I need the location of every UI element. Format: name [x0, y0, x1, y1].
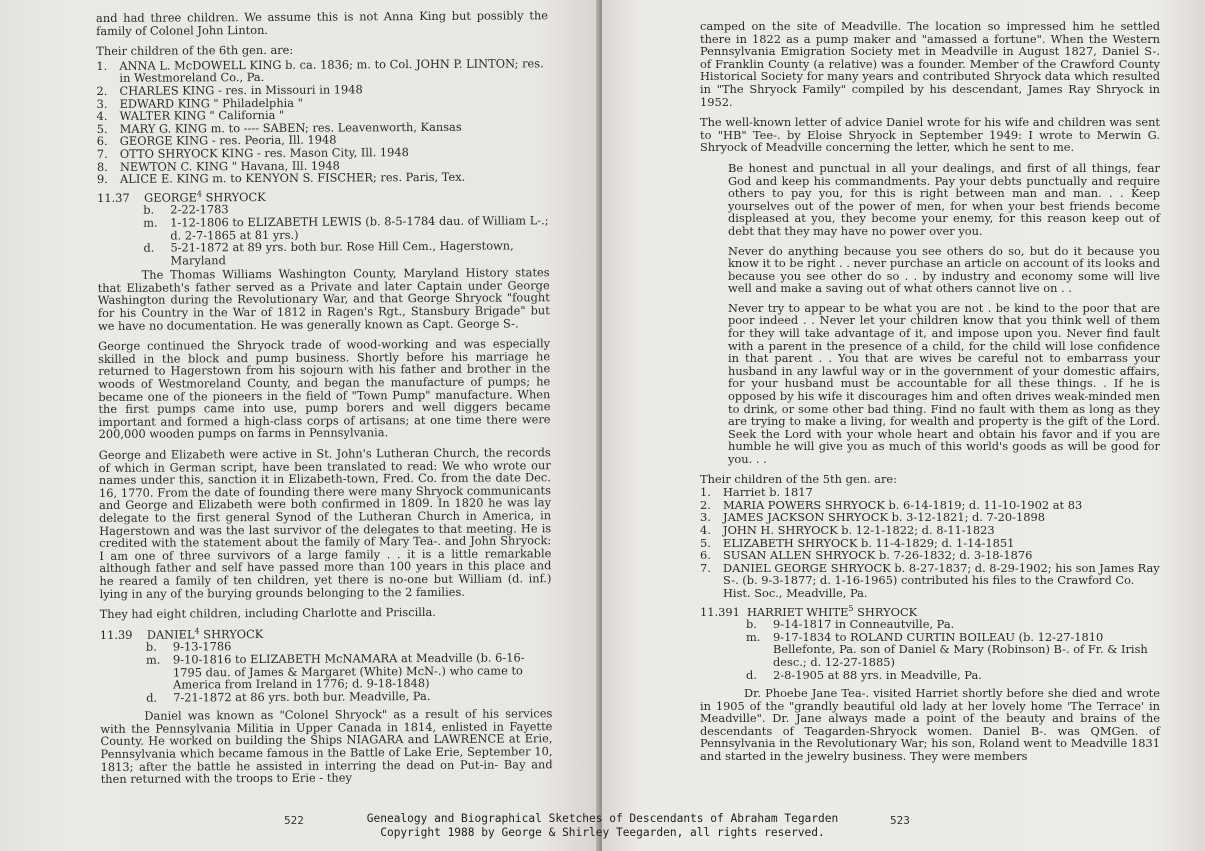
generation: 4	[194, 626, 200, 636]
event-detail: 5-21-1872 at 89 yrs. both bur. Rose Hill Cem., Hagerstown, Maryland	[170, 238, 514, 268]
entry-event	[146, 689, 552, 704]
event-type: b.	[143, 202, 155, 218]
given-name: HARRIET WHITE	[747, 604, 849, 619]
list-item	[700, 524, 1160, 537]
book-footer	[0, 812, 1205, 839]
list-item-number: 1.	[700, 485, 711, 500]
children-heading-6th-gen: Their children of the 6th gen. are:	[96, 42, 294, 59]
surname: SHRYOCK	[857, 604, 918, 619]
right-page-text	[700, 20, 1160, 771]
children-heading-5th-gen: Their children of the 5th gen. are:	[700, 471, 897, 486]
list-item-number: 9.	[96, 172, 108, 187]
paragraph: George and Elizabeth were active in St. John's Lutheran Church, the records of which in German script, have been translated to read: We who wrote our names under this, sanction it in Elizabeth-town, Fred. Co. from the date Dec. 16, 1770. From the date of founding there were many Shryock communicants and George and Elizabeth were both confirmed in 1809. In 1820 he was lay delegate to the first general Synod of the Lutheran Church in America, in Hagerstown and was the last survivor of the delegates to that meeting. He is credited with the statement about the family of Mary Tea-. and John Shryock: I am one of three survivors of a large family . . it is a little remarkable although father and self have passed more than 100 years in this place and he reared a family of ten children, yet there is no-one but William (d. inf.) lying in any of the burying grounds belonging to the 2 families.	[98, 445, 552, 601]
list-item-text: OTTO SHRYOCK KING - res. Mason City, Ill. 1948	[119, 145, 409, 161]
event-type: b.	[145, 639, 157, 655]
footer-title: Genealogy and Biographical Sketches of Descendants of Abraham Tegarden	[366, 812, 839, 825]
event-detail: 1-12-1806 to ELIZABETH LEWIS (b. 8-5-1784 dau. of William L-.; d. 2-7-1865 at 81 yrs.)	[170, 213, 549, 243]
list-item-text: CHARLES KING - res. in Missouri in 1948	[119, 82, 363, 98]
list-item-number: 5.	[700, 535, 711, 550]
list-item	[700, 562, 1160, 600]
letter-quote: Never do anything because you see others do so, but do it because you know it to be right . . never purchase an article on account of its looks and because you see other do so . . by industry and economy some will live well and make a saving out of what others cannot live on . .	[728, 243, 1160, 296]
paragraph: The Thomas Williams Washington County, Maryland History states that Elizabeth's father served as a Private and later Captain under George Washington during the Revolutionary War, and that George Shryock "fought for his Country in the War of 1812 in Ragen's Rgt., Stansbury Brigade" but we have no documentation. He was generally known as Capt. George S-.	[97, 265, 550, 333]
letter-quote: Never try to appear to be what you are not . be kind to the poor that are poor indeed . . Never let your children know that you think well of them for they will take advantage of it, and impose upon you. Never find fault with a parent in the presence of a child, for the child will lose confidence in that parent . . You that are wives be careful not to embarrass your husband in any lawful way or in the government of your domestic affairs, for your husband must be accountable for all these things. . If he is opposed by his wife it discourages him and often drives weak-minded men to drink, or some other bad thing. Find no fault with them as long as they are trying to make a living, for wealth and property is the gift of the Lord. Seek the Lord with your whole heart and obtain his favor and if you are humble he will give you as much of this world's goods as will be good for you. . .	[728, 300, 1160, 466]
entry-george-shryock	[97, 189, 549, 267]
list-item-text: GEORGE KING - res. Peoria, Ill. 1948	[119, 132, 337, 149]
paragraph: Daniel was known as "Colonel Shryock" as a result of his services with the Pennsylvania Militia in Upper Canada in 1814, enlisted in Fayette County. He worked on building the Ships NIAGARA and LAWRENCE at Erie, Pennsylvania which became famous in the Battle of Lake Erie, September 10, 1813; after the battle he assisted in interring the dead on Put-in- Bay and then returned with the troops to Erie - they	[100, 706, 553, 787]
list-item-number: 6.	[700, 548, 711, 563]
entry-harriet-white-shryock	[700, 603, 1160, 682]
list-item-number: 8.	[96, 159, 108, 174]
list-item-text: MARIA POWERS SHRYOCK b. 6-14-1819; d. 11-10-1902 at 83	[723, 497, 1083, 512]
list-item-text: ANNA L. McDOWELL KING b. ca. 1836; m. to Col. JOHN P. LINTON; res. in Westmoreland Co., Pa.	[119, 56, 544, 86]
list-item	[700, 486, 1160, 499]
paragraph: Dr. Phoebe Jane Tea-. visited Harriet shortly before she died and wrote in 1905 of the "grandly beautiful old lady at her lovely home 'The Terrace' in Meadville". Dr. Jane always made a point of the beauty and brains of the descendants of Teagarden-Shryock women. Daniel B-. was QMGen. of Pennsylvania in the Revolutionary War; his son, Roland went to Meadville 1831 and started in the jewelry business. They were members	[700, 686, 1160, 764]
list-item	[97, 170, 549, 185]
entry-number: 11.39	[99, 627, 133, 642]
generation: 5	[848, 603, 854, 613]
given-name: DANIEL	[146, 627, 195, 642]
event-type: d.	[146, 690, 158, 705]
list-item-text: MARY G. KING m. to ---- SABEN; res. Leavenworth, Kansas	[119, 119, 462, 136]
list-item-text: JOHN H. SHRYOCK b. 12-1-1822; d. 8-11-1823	[723, 522, 995, 537]
footer-copyright: Copyright 1988 by George & Shirley Teegarden, all rights reserved.	[380, 825, 825, 839]
list-item-text: ELIZABETH SHRYOCK b. 11-4-1829; d. 1-14-1851	[723, 535, 1015, 550]
list-item-text: WALTER KING " California "	[119, 108, 285, 124]
entry-event	[146, 651, 552, 691]
entry-event	[143, 239, 549, 267]
event-detail: 9-13-1786	[172, 639, 232, 654]
event-detail: 2-22-1783	[170, 202, 229, 217]
event-type: b.	[746, 617, 757, 632]
entry-daniel-shryock	[100, 626, 552, 704]
paragraph: The well-known letter of advice Daniel wrote for his wife and children was sent to "HB" Tee-. by Eloise Shryock in September 1949: I wrote to Merwin G. Shryock of Meadville concerning the letter, which he sent to me.	[700, 115, 1160, 155]
event-detail: 9-17-1834 to ROLAND CURTIN BOILEAU (b. 12-27-1810 Bellefonte, Pa. son of Daniel & Mary (Robinson) B-. of Fr. & Irish desc.; d. 12-27-1885)	[773, 629, 1148, 669]
letter-quote: Be honest and punctual in all your dealings, and first of all things, fear God and keep his commandments. Pay your debts punctually and require others to pay you, for this is right between man and man. . . Keep yourselves out of the power of men, for when your best friends become displeased at you, they become your enemy, for this reason keep out of debt that they may have no power over you.	[728, 160, 1160, 238]
surname: SHRYOCK	[205, 189, 266, 205]
list-item-number: 7.	[96, 146, 108, 161]
entry-event	[746, 631, 1160, 669]
list-item-number: 1.	[96, 58, 108, 73]
event-type: d.	[143, 240, 155, 255]
event-type: m.	[143, 215, 158, 230]
list-item-number: 3.	[700, 510, 711, 525]
paragraph: They had eight children, including Charlotte and Priscilla.	[99, 605, 436, 622]
entry-events	[100, 639, 552, 705]
list-item-number: 2.	[700, 497, 711, 512]
list-item-number: 5.	[96, 121, 108, 136]
list-item-text: NEWTON C. KING " Havana, Ill. 1948	[119, 158, 340, 174]
left-page	[0, 0, 600, 851]
event-type: d.	[746, 667, 757, 682]
entry-number: 11.391	[700, 604, 740, 619]
list-item-number: 6.	[96, 134, 108, 149]
list-item-number: 2.	[96, 83, 108, 98]
list-item-number: 7.	[700, 560, 711, 575]
list-item-text: SUSAN ALLEN SHRYOCK b. 7-26-1832; d. 3-18-1876	[723, 548, 1033, 563]
entry-event	[746, 669, 1160, 682]
right-page	[602, 0, 1205, 851]
entry-number: 11.37	[97, 190, 130, 205]
page-number-right: 523	[890, 814, 910, 827]
intro-paragraph: and had three children. We assume this is not Anna King but possibly the family of Colonel John Linton.	[95, 8, 549, 38]
page-number-left: 522	[284, 814, 304, 827]
list-item-text: DANIEL GEORGE SHRYOCK b. 8-27-1837; d. 8-29-1902; his son James Ray S-. (b. 9-3-1877; d. 1-16-1965) contributed his files to the Crawford Co. Hist. Soc., Meadville, Pa.	[723, 560, 1160, 600]
left-page-text	[96, 9, 553, 794]
event-type: m.	[746, 629, 761, 644]
event-type: m.	[145, 652, 161, 667]
entry-events	[700, 618, 1160, 681]
event-detail: 9-14-1817 in Conneautville, Pa.	[773, 617, 955, 632]
entry-events	[97, 202, 549, 268]
list-item	[96, 57, 548, 85]
event-detail: 7-21-1872 at 86 yrs. both bur. Meadville, Pa.	[173, 688, 431, 705]
list-item	[700, 549, 1160, 562]
list-item-text: EDWARD KING " Philadelphia "	[119, 95, 303, 111]
list-item-text: Harriet b. 1817	[723, 485, 813, 500]
event-detail: 2-8-1905 at 88 yrs. in Meadville, Pa.	[773, 667, 982, 682]
given-name: GEORGE	[144, 190, 197, 205]
list-item-number: 3.	[96, 96, 108, 111]
children-list-5th-gen	[700, 486, 1160, 599]
list-item-number: 4.	[700, 522, 711, 537]
entry-event	[143, 214, 549, 242]
list-item-text: JAMES JACKSON SHRYOCK b. 3-12-1821; d. 7-20-1898	[723, 510, 1045, 525]
event-detail: 9-10-1816 to ELIZABETH McNAMARA at Meadville (b. 6-16-1795 dau. of James & Margaret (White) McN-.) who came to America from Ireland in 1776; d. 9-18-1848)	[172, 650, 525, 692]
generation: 4	[196, 189, 202, 199]
children-list-6th-gen	[96, 57, 549, 186]
paragraph: George continued the Shryock trade of wood-working and was especially skilled in the block and pump business. Shortly before his marriage he returned to Hagerstown from his sojourn with his father and brother in the woods of Westmoreland County, and began the manufacture of pumps; he became one of the pioneers in the field of "Town Pump" manufacture. When the first pumps came into use, pump borers and well diggers became important and formed a high-class corps of artisans; at one time there were 200,000 wooden pumps on farms in Pennsylvania.	[97, 336, 551, 442]
surname: SHRYOCK	[203, 626, 264, 642]
entry-event	[746, 618, 1160, 631]
list-item-text: ALICE E. KING m. to KENYON S. FISCHER; res. Paris, Tex.	[119, 169, 466, 186]
list-item-number: 4.	[96, 109, 108, 124]
paragraph: camped on the site of Meadville. The location so impressed him he settled there in 1822 as a pump maker and "amassed a fortune". When the Western Pennsylvania Emigration Society met in Meadville in August 1827, Daniel S-. of Franklin County (a relative) was a founder. Member of the Crawford County Historical Society for many years and contributed Shryock data which resulted in "The Shryock Family" compiled by his descendant, James Ray Shryock in 1952.	[700, 19, 1160, 109]
